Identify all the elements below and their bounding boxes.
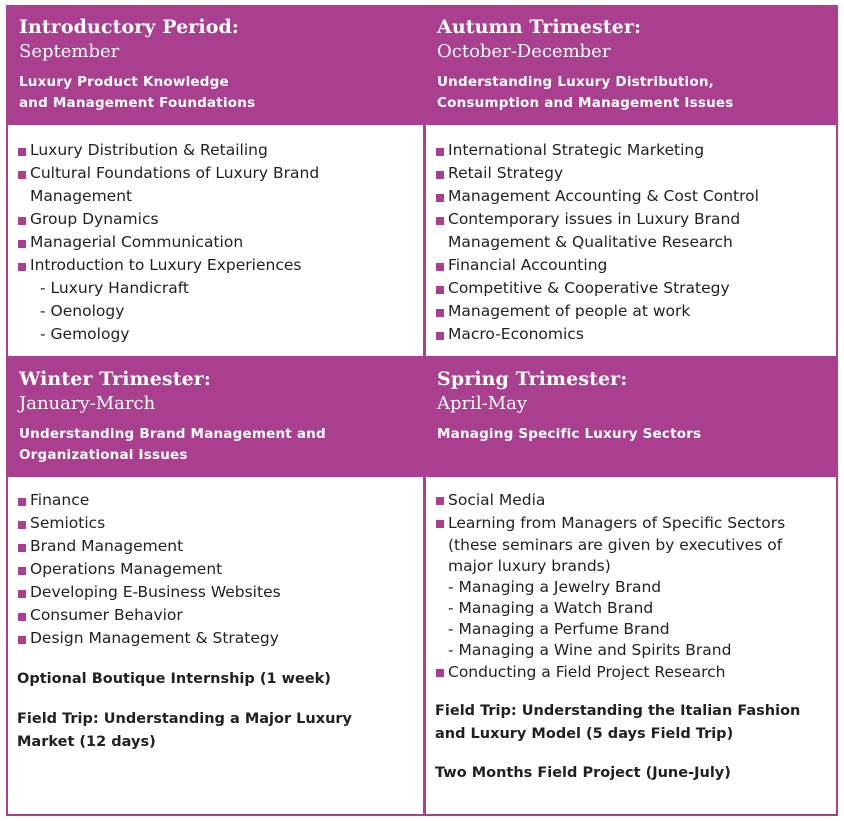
period-title: Autumn Trimester: — [437, 16, 642, 38]
course-subitem: - Luxury Handicraft — [40, 279, 189, 297]
course-item: Retail Strategy — [435, 162, 830, 185]
field-trip-note — [17, 708, 417, 754]
quadrant-body — [426, 477, 836, 785]
course-item: Management of people at work — [435, 300, 830, 323]
course-item: Contemporary issues in Luxury Brand — [435, 208, 830, 231]
course-item: Developing E-Business Websites — [17, 581, 417, 604]
period-title: Introductory Period: — [19, 16, 240, 38]
course-item: International Strategic Marketing — [435, 139, 830, 162]
period-theme — [437, 72, 826, 114]
quadrant-winter — [8, 359, 423, 814]
note-line: Market (12 days) — [17, 734, 156, 750]
course-subitem: - Oenology — [40, 302, 125, 320]
quadrant-header — [8, 359, 423, 477]
field-project-note: Two Months Field Project (June-July) — [435, 765, 731, 781]
course-item: Financial Accounting — [435, 254, 830, 277]
course-item: Macro-Economics — [435, 323, 830, 346]
course-subitem: - Managing a Wine and Spirits Brand — [448, 641, 732, 659]
theme-line: Understanding Brand Management and — [19, 426, 326, 442]
theme-line: and Management Foundations — [19, 95, 256, 111]
course-subitem: - Managing a Perfume Brand — [448, 620, 670, 638]
course-item: Design Management & Strategy — [17, 627, 417, 650]
course-item: Social Media — [435, 489, 830, 512]
course-item: Luxury Distribution & Retailing — [17, 139, 417, 162]
quadrant-header — [426, 7, 836, 125]
course-item-continuation: (these seminars are given by executives of — [448, 536, 783, 554]
course-subitem: - Managing a Jewelry Brand — [448, 578, 662, 596]
period-months: October-December — [437, 41, 611, 62]
course-item: Brand Management — [17, 535, 417, 558]
theme-line: Luxury Product Knowledge — [19, 74, 229, 90]
period-title: Spring Trimester: — [437, 368, 628, 390]
quadrant-body — [8, 125, 423, 346]
course-item: Competitive & Cooperative Strategy — [435, 277, 830, 300]
course-item: Conducting a Field Project Research — [435, 661, 830, 684]
quadrant-header — [8, 7, 423, 125]
theme-line: Organizational Issues — [19, 447, 188, 463]
note-line: Field Trip: Understanding the Italian Fashion — [435, 703, 801, 719]
course-item: Cultural Foundations of Luxury Brand — [17, 162, 417, 185]
course-item: Operations Management — [17, 558, 417, 581]
period-months: April-May — [437, 393, 528, 414]
note-line: and Luxury Model (5 days Field Trip) — [435, 726, 734, 742]
course-subitem: - Gemology — [40, 325, 130, 343]
course-item-continuation: major luxury brands) — [448, 557, 611, 575]
course-list — [17, 489, 417, 650]
course-subitem: - Managing a Watch Brand — [448, 599, 654, 617]
theme-line: Understanding Luxury Distribution, — [437, 74, 714, 90]
period-theme — [19, 72, 413, 114]
course-item-continuation: Management & Qualitative Research — [448, 233, 733, 251]
period-months: January-March — [19, 393, 156, 414]
quadrant-body — [426, 125, 836, 346]
theme-line: Managing Specific Luxury Sectors — [437, 426, 702, 442]
quadrant-header — [426, 359, 836, 477]
course-item: Finance — [17, 489, 417, 512]
course-item: Introduction to Luxury Experiences — [17, 254, 417, 277]
field-trip-note — [435, 700, 830, 746]
period-theme — [19, 424, 413, 466]
period-title: Winter Trimester: — [19, 368, 211, 390]
course-list — [435, 139, 830, 346]
course-item: Management Accounting & Cost Control — [435, 185, 830, 208]
quadrant-spring — [426, 359, 836, 814]
quadrant-body — [8, 477, 423, 754]
course-item: Managerial Communication — [17, 231, 417, 254]
course-item: Semiotics — [17, 512, 417, 535]
course-item: Learning from Managers of Specific Sectors — [435, 512, 830, 535]
note-line: Field Trip: Understanding a Major Luxury — [17, 711, 353, 727]
quadrant-introductory — [8, 7, 423, 356]
period-theme — [437, 424, 826, 445]
course-item: Group Dynamics — [17, 208, 417, 231]
quadrant-autumn — [426, 7, 836, 356]
theme-line: Consumption and Management Issues — [437, 95, 734, 111]
course-list — [435, 489, 830, 684]
internship-note: Optional Boutique Internship (1 week) — [17, 671, 331, 687]
course-item: Consumer Behavior — [17, 604, 417, 627]
course-list — [17, 139, 417, 346]
course-item-continuation: Management — [30, 187, 133, 205]
period-months: September — [19, 41, 120, 62]
curriculum-grid — [6, 5, 838, 816]
